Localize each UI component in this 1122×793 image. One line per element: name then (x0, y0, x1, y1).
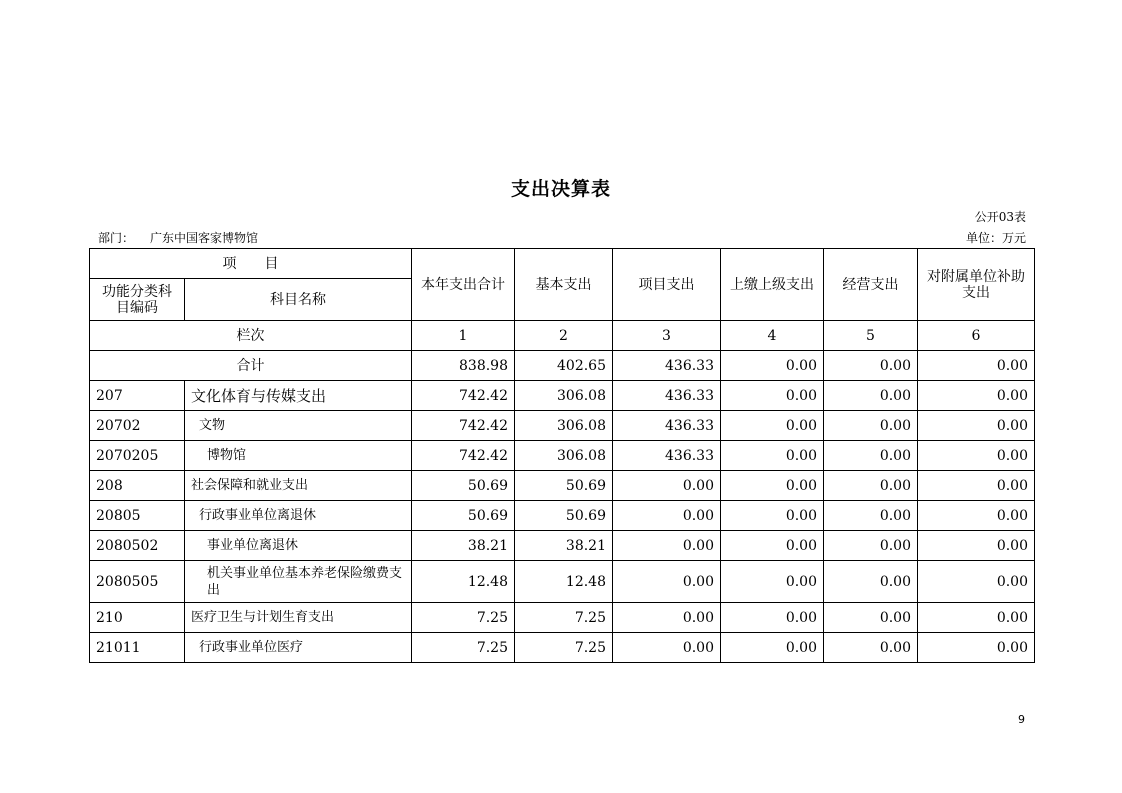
row-value: 0.00 (824, 411, 918, 441)
row-value: 0.00 (918, 501, 1035, 531)
row-name: 博物馆 (185, 441, 412, 471)
row-value: 12.48 (412, 561, 515, 603)
row-value: 0.00 (613, 633, 721, 663)
row-code: 208 (90, 471, 185, 501)
row-value: 50.69 (412, 471, 515, 501)
row-value: 0.00 (721, 381, 824, 411)
header-basic: 基本支出 (515, 249, 613, 321)
row-value: 0.00 (824, 603, 918, 633)
header-project-expense: 项目支出 (613, 249, 721, 321)
row-name: 行政事业单位离退休 (185, 501, 412, 531)
row-value: 436.33 (613, 381, 721, 411)
total-value: 0.00 (824, 351, 918, 381)
department-line (98, 229, 258, 246)
row-code: 2080505 (90, 561, 185, 603)
row-value: 742.42 (412, 381, 515, 411)
row-code: 207 (90, 381, 185, 411)
index-col: 2 (515, 321, 613, 351)
row-code: 20805 (90, 501, 185, 531)
row-value: 50.69 (515, 501, 613, 531)
row-value: 38.21 (515, 531, 613, 561)
row-value: 0.00 (824, 441, 918, 471)
index-col: 5 (824, 321, 918, 351)
row-value: 0.00 (918, 561, 1035, 603)
row-value: 0.00 (721, 471, 824, 501)
row-value: 306.08 (515, 441, 613, 471)
row-name: 行政事业单位医疗 (185, 633, 412, 663)
table-row (90, 441, 1035, 471)
row-value: 12.48 (515, 561, 613, 603)
department-label: 部门： (98, 231, 135, 245)
row-value: 50.69 (515, 471, 613, 501)
total-value: 402.65 (515, 351, 613, 381)
index-row (90, 321, 1035, 351)
index-col: 3 (613, 321, 721, 351)
header-project: 项 目 (90, 249, 412, 279)
row-name: 文物 (185, 411, 412, 441)
row-value: 0.00 (721, 633, 824, 663)
header-code: 功能分类科目编码 (90, 279, 185, 321)
row-value: 7.25 (412, 633, 515, 663)
row-value: 0.00 (918, 441, 1035, 471)
row-value: 0.00 (824, 381, 918, 411)
row-code: 2070205 (90, 441, 185, 471)
row-name: 机关事业单位基本养老保险缴费支出 (185, 561, 412, 603)
total-value: 0.00 (918, 351, 1035, 381)
row-value: 0.00 (613, 531, 721, 561)
page-number: 9 (1018, 713, 1025, 726)
table-row (90, 471, 1035, 501)
row-value: 0.00 (721, 501, 824, 531)
row-value: 0.00 (721, 441, 824, 471)
index-col: 6 (918, 321, 1035, 351)
header-upper: 上缴上级支出 (721, 249, 824, 321)
row-name: 医疗卫生与计划生育支出 (185, 603, 412, 633)
table-row (90, 633, 1035, 663)
row-value: 0.00 (824, 471, 918, 501)
row-value: 0.00 (721, 531, 824, 561)
total-value: 0.00 (721, 351, 824, 381)
row-code: 21011 (90, 633, 185, 663)
row-value: 0.00 (721, 603, 824, 633)
unit-label: 单位：万元 (965, 231, 1026, 245)
row-value: 0.00 (613, 561, 721, 603)
total-value: 436.33 (613, 351, 721, 381)
row-value: 7.25 (412, 603, 515, 633)
row-code: 2080502 (90, 531, 185, 561)
total-row (90, 351, 1035, 381)
expenditure-table (89, 248, 1035, 663)
index-col: 1 (412, 321, 515, 351)
row-value: 0.00 (824, 633, 918, 663)
row-code: 20702 (90, 411, 185, 441)
row-value: 0.00 (613, 501, 721, 531)
row-value: 0.00 (918, 603, 1035, 633)
index-col: 4 (721, 321, 824, 351)
row-value: 0.00 (918, 411, 1035, 441)
table-row (90, 501, 1035, 531)
row-value: 306.08 (515, 381, 613, 411)
table-row (90, 411, 1035, 441)
table-row (90, 561, 1035, 603)
header-business: 经营支出 (824, 249, 918, 321)
row-value: 7.25 (515, 603, 613, 633)
row-value: 0.00 (918, 531, 1035, 561)
row-value: 436.33 (613, 441, 721, 471)
row-value: 742.42 (412, 441, 515, 471)
row-value: 0.00 (824, 501, 918, 531)
form-code: 公开03表 (974, 210, 1026, 224)
index-label: 栏次 (90, 321, 412, 351)
row-value: 7.25 (515, 633, 613, 663)
table-row (90, 381, 1035, 411)
row-value: 0.00 (824, 561, 918, 603)
total-label: 合计 (90, 351, 412, 381)
header-name: 科目名称 (185, 279, 412, 321)
row-value: 0.00 (721, 411, 824, 441)
row-name: 文化体育与传媒支出 (185, 381, 412, 411)
row-value: 0.00 (918, 633, 1035, 663)
table-row (90, 603, 1035, 633)
row-value: 0.00 (918, 381, 1035, 411)
row-value: 50.69 (412, 501, 515, 531)
row-value: 306.08 (515, 411, 613, 441)
row-value: 0.00 (613, 471, 721, 501)
page-title: 支出决算表 (510, 178, 611, 200)
row-value: 0.00 (721, 561, 824, 603)
row-value: 742.42 (412, 411, 515, 441)
row-value: 436.33 (613, 411, 721, 441)
header-row-1 (90, 249, 1035, 279)
row-value: 38.21 (412, 531, 515, 561)
header-subsidiary: 对附属单位补助支出 (918, 249, 1035, 321)
row-value: 0.00 (918, 471, 1035, 501)
row-value: 0.00 (613, 603, 721, 633)
table-row (90, 531, 1035, 561)
row-code: 210 (90, 603, 185, 633)
department-name: 广东中国客家博物馆 (150, 231, 259, 245)
row-name: 事业单位离退休 (185, 531, 412, 561)
row-name: 社会保障和就业支出 (185, 471, 412, 501)
total-value: 838.98 (412, 351, 515, 381)
header-total: 本年支出合计 (412, 249, 515, 321)
row-value: 0.00 (824, 531, 918, 561)
